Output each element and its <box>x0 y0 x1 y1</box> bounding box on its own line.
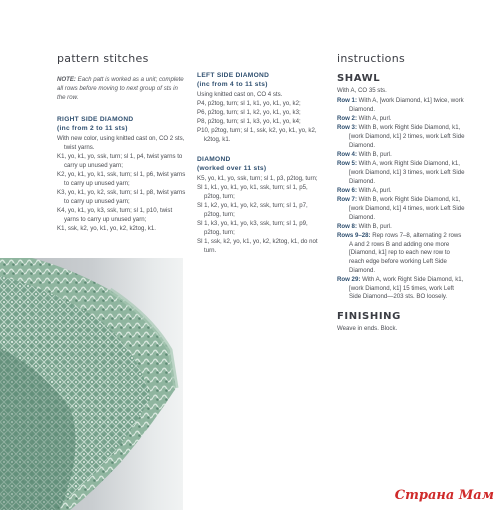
row-label: Row 4: <box>337 150 357 158</box>
diamond-line-3: Sl 1, k2, yo, k1, yo, k2, ssk, turn; sl 1, p7, p2tog, turn; <box>197 202 308 218</box>
row-instruction <box>337 276 465 302</box>
lsd-line-2: P4, p2tog, turn; sl 1, k1, yo, k1, yo, k2; <box>197 100 301 107</box>
row-label: Row 29: <box>337 276 361 284</box>
row-text: With B, work Right Side Diamond, k1, [work Diamond, k1] 2 times, work Left Side Diamond. <box>349 124 465 149</box>
left-column <box>57 52 187 233</box>
lsd-line-3: P6, p2tog, turn; sl 1, k2, yo, k1, yo, k3; <box>197 109 301 116</box>
diamond-line-4: Sl 1, k3, yo, k1, yo, k3, ssk, turn; sl 1, p9, p2tog, turn; <box>197 220 308 236</box>
row-label: Row 3: <box>337 124 357 132</box>
right-column <box>337 52 465 333</box>
diamond-line-2: Sl 1, k1, yo, k1, yo, k1, ssk, turn; sl 1, p5, p2tog, turn; <box>197 184 308 200</box>
row-text: With B, work Right Side Diamond, k1, [work Diamond, k1] 4 times, work Left Side Diamond. <box>349 196 465 221</box>
row-text: With B, purl. <box>356 222 392 230</box>
right-side-diamond-section <box>57 116 187 233</box>
right-side-diamond-title: RIGHT SIDE DIAMOND <box>57 116 134 123</box>
knitted-shawl-image <box>0 258 183 510</box>
rsd-line-1: With new color, using knitted cast on, CO 2 sts, twist yarns. <box>57 135 185 151</box>
lsd-line-5: P10, p2tog, turn; sl 1, ssk, k2, yo, k1, yo, k2, k2tog, k1. <box>197 127 317 143</box>
row-instructions <box>337 97 465 302</box>
rsd-line-4: K3, yo, k1, yo, k2, ssk, turn; sl 1, p8, twist yarns to carry up unused yarn; <box>57 189 186 205</box>
row-instruction <box>337 97 465 114</box>
row-instruction <box>337 196 465 222</box>
diamond-section <box>197 156 320 255</box>
instructions-heading: instructions <box>337 52 406 65</box>
diamond-line-5: Sl 1, ssk, k2, yo, k1, yo, k2, k2tog, k1, do not turn. <box>197 238 318 254</box>
row-instruction <box>337 232 465 275</box>
row-label: Row 7: <box>337 196 357 204</box>
row-text: With A, purl. <box>356 114 392 122</box>
row-instruction <box>337 124 465 150</box>
lsd-line-1: Using knitted cast on, CO 4 sts. <box>197 91 283 98</box>
diamond-line-1: K5, yo, k1, yo, ssk, turn; sl 1, p3, p2tog, turn; <box>197 175 318 182</box>
rsd-line-2: K1, yo, k1, yo, ssk, turn; sl 1, p4, twist yarns to carry up unused yarn; <box>57 153 183 169</box>
rsd-line-3: K2, yo, k1, yo, k1, ssk, turn; sl 1, p6, twist yarns to carry up unused yarn; <box>57 171 186 187</box>
row-instruction <box>337 160 465 186</box>
shawl-photo <box>0 258 183 510</box>
right-side-diamond-subtitle: (inc from 2 to 11 sts) <box>57 124 128 132</box>
row-text: With A, work Right Side Diamond, k1, [work Diamond, k1] 3 times, work Left Side Diamond. <box>349 160 465 185</box>
note-label: NOTE: <box>57 76 76 83</box>
left-side-diamond-subtitle: (inc from 4 to 11 sts) <box>197 80 268 88</box>
row-label: Rows 9–28: <box>337 232 371 240</box>
site-watermark: Страна Мам <box>394 488 494 503</box>
diamond-subtitle: (worked over 11 sts) <box>197 164 267 172</box>
row-label: Row 5: <box>337 160 357 168</box>
shawl-heading: SHAWL <box>337 73 381 84</box>
row-label: Row 8: <box>337 222 357 230</box>
rsd-line-5: K4, yo, k1, yo, k3, ssk, turn; sl 1, p10, twist yarns to carry up unused yarn; <box>57 207 173 223</box>
row-instruction <box>337 151 465 160</box>
note-text: Each patt is worked as a unit; complete all rows before moving to next group of sts in the row. <box>57 76 184 101</box>
row-instruction <box>337 223 465 232</box>
left-side-diamond-section <box>197 72 320 144</box>
finishing-heading: FINISHING <box>337 310 401 322</box>
note-paragraph <box>57 75 187 102</box>
shawl-intro: With A, CO 35 sts. <box>337 87 387 94</box>
lsd-line-4: P8, p2tog, turn; sl 1, k3, yo, k1, yo, k4; <box>197 118 301 125</box>
row-label: Row 2: <box>337 114 357 122</box>
rsd-line-6: K1, ssk, k2, yo, k1, yo, k2, k2tog, k1. <box>57 225 156 232</box>
row-text: Rep rows 7–8, alternating 2 rows A and 2 rows B and adding one more [Diamond, k1] rep to each new row to reach edge before working Left Side Diamond. <box>349 232 462 274</box>
finishing-text: Weave in ends. Block. <box>337 324 398 332</box>
row-label: Row 6: <box>337 186 357 194</box>
pattern-stitches-heading: pattern stitches <box>57 52 149 65</box>
row-text: With A, purl. <box>356 186 392 194</box>
row-text: With A, [work Diamond, k1] twice, work Diamond. <box>349 97 464 113</box>
row-text: With B, purl. <box>356 150 392 158</box>
row-instruction <box>337 187 465 196</box>
middle-column <box>197 72 320 255</box>
row-text: With A, work Right Side Diamond, k1, [work Diamond, k1] 15 times, work Left Side Diamond—203 sts. BO loosely. <box>349 276 464 301</box>
left-side-diamond-title: LEFT SIDE DIAMOND <box>197 72 270 79</box>
diamond-title: DIAMOND <box>197 156 231 163</box>
row-label: Row 1: <box>337 97 357 104</box>
row-instruction <box>337 115 465 124</box>
